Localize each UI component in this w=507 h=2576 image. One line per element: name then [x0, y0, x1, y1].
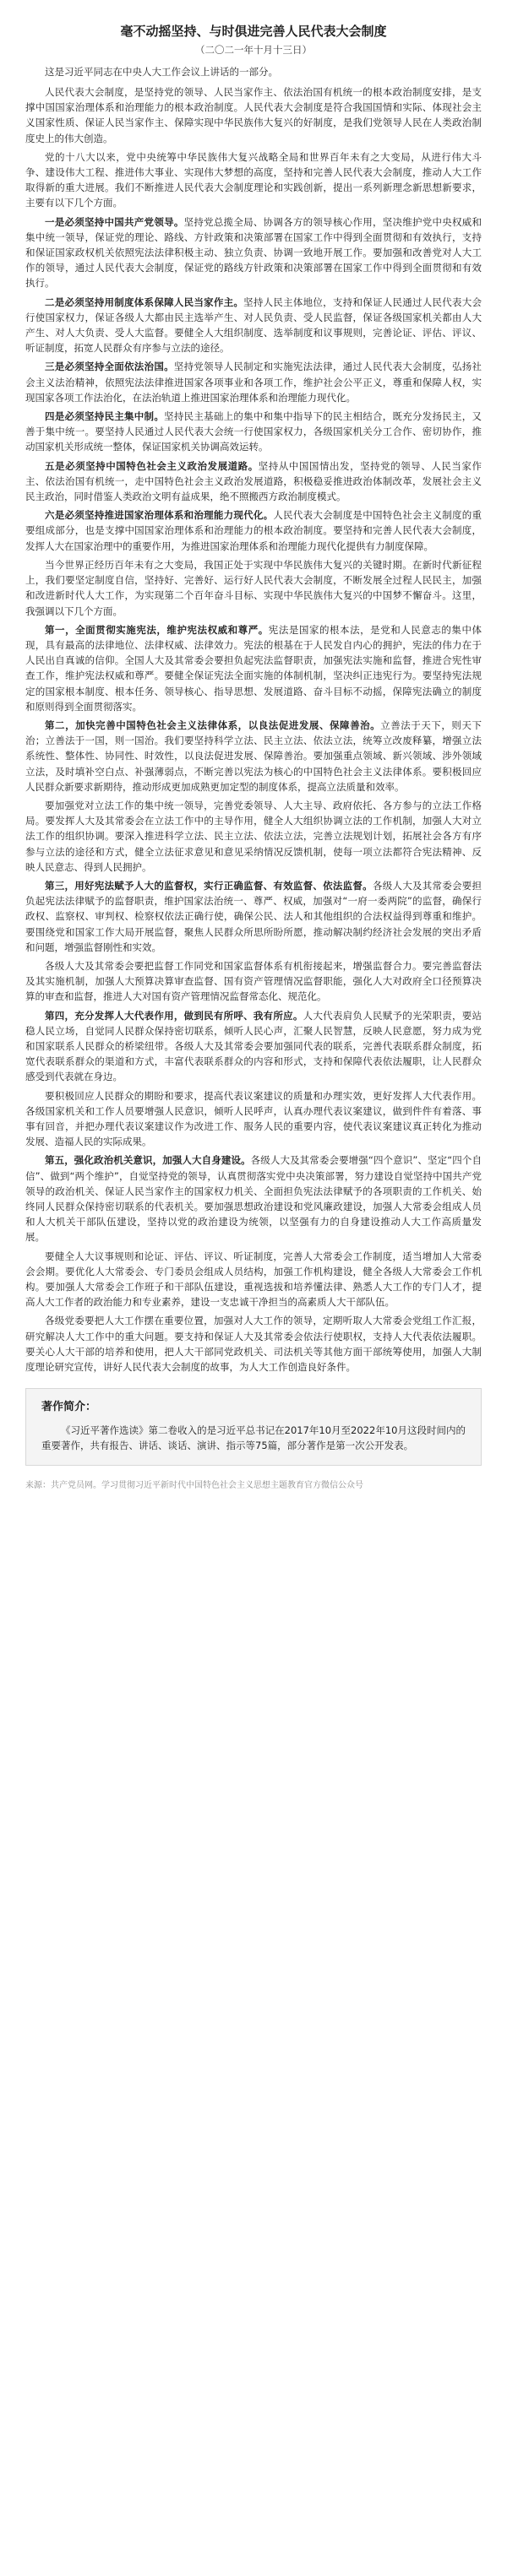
paragraph-text: 各级人大及其常委会要增强“四个意识”、坚定“四个自信”、做到“两个维护”，自觉坚持党的领导，认真贯彻落实党中央决策部署，努力建设自觉坚持中国共产党领导的政治机关、保证人民当家作主的国家权力机关、全面担负宪法法律赋予的各项职责的工作机关、始终同人民群众保持密切联系的代表机关。要加强思想政治建设和党风廉政建设，加强人大常委会组成人员和人大机关干部队伍建设，坚持以党的政治建设为统领，以坚强有力的自身建设推动人大工作高质量发展。	[25, 1154, 482, 1244]
body-paragraph	[25, 1249, 482, 1310]
body-paragraph	[25, 458, 482, 505]
paragraph-key-point: 第五，强化政治机关意识，加强人大自身建设。	[45, 1154, 251, 1167]
body-paragraph	[25, 149, 482, 211]
article-intro: 这是习近平同志在中央人大工作会议上讲话的一部分。	[45, 66, 278, 78]
paragraph-text: 人大代表肩负人民赋予的光荣职责，要站稳人民立场，自觉同人民群众保持密切联系，倾听人民心声，汇聚人民智慧，反映人民意愿，努力成为党和国家联系人民群众的桥梁纽带。各级人大及其常委会要加强同代表的联系，完善代表联系群众制度，拓宽代表联系群众的渠道和方式，丰富代表联系群众的内容和形式，支持和保障代表依法履职，让人民群众感受到代表就在身边。	[25, 1009, 482, 1083]
article-body	[25, 84, 482, 1375]
paragraph-text: 要加强党对立法工作的集中统一领导，完善党委领导、人大主导、政府依托、各方参与的立法工作格局。要发挥人大及其常委会在立法工作中的主导作用，健全人大组织协调立法的工作机制，加强人大对立法工作的组织协调。要深入推进科学立法、民主立法、依法立法，完善立法规划计划，拓展社会各方有序参与立法的途径和方式，健全立法征求意见和意见采纳情况反馈机制，使每一项立法都符合宪法精神、反映人民意志、得到人民拥护。	[25, 799, 482, 873]
body-paragraph	[25, 958, 482, 1005]
body-paragraph	[25, 409, 482, 455]
paragraph-text: 坚持人民主体地位，支持和保证人民通过人民代表大会行使国家权力，保证各级人大都由民主选举产生、对人民负责、受人民监督，保证各级国家机关都由人大产生、对人大负责、受人大监督。要健全人大组织制度、选举制度和议事规则，完善论证、评估、评议、听证制度，拓宽人民群众有序参与立法的途径。	[25, 296, 482, 355]
paragraph-key-point: 六是必须坚持推进国家治理体系和治理能力现代化。	[45, 509, 274, 522]
paragraph-text: 坚持从中国国情出发，坚持党的领导、人民当家作主、依法治国有机统一，走中国特色社会主义政治发展道路，积极稳妥推进政治体制改革，发展社会主义民主政治，同时借鉴人类政治文明有益成果，绝不照搬西方政治制度模式。	[25, 459, 482, 503]
body-paragraph	[25, 1313, 482, 1375]
paragraph-key-point: 第二，加快完善中国特色社会主义法律体系，以良法促进发展、保障善治。	[45, 719, 381, 731]
body-paragraph	[25, 1152, 482, 1245]
body-paragraph	[25, 878, 482, 955]
paragraph-text: 各级人大及其常委会要把监督工作同党和国家监督体系有机衔接起来，增强监督合力。要完善监督法及其实施机制，加强人大预算决算审查监督、国有资产管理情况监督职能，强化人大对政府全口径预算决算的审查和监督，推进人大对国有资产管理情况监督常态化、规范化。	[25, 959, 482, 1003]
body-paragraph	[25, 1008, 482, 1085]
paragraph-text: 坚持民主基础上的集中和集中指导下的民主相结合，既充分发扬民主，又善于集中统一。要坚持人民通过人民代表大会统一行使国家权力，各级国家机关分工合作、密切协作，推动国家机关形成统一整体，保证国家机关协调高效运转。	[25, 410, 482, 453]
paragraph-text: 要积极回应人民群众的期盼和要求，提高代表议案建议的质量和办理实效，更好发挥人大代表作用。各级国家机关和工作人员要增强人民意识，倾听人民呼声，认真办理代表议案建议，做到件件有着落、事事有回音，并把办理代表议案建议作为改进工作、服务人民的重要内容，使代表议案建议真正转化为推动发展、造福人民的实际成果。	[25, 1089, 482, 1148]
paragraph-text: 人民代表大会制度是中国特色社会主义制度的重要组成部分，也是支撑中国国家治理体系和治理能力的根本政治制度。要坚持和完善人民代表大会制度，发挥人大在国家治理中的重要作用，为推进国家治理体系和治理能力现代化提供有力制度保障。	[25, 509, 482, 552]
paragraph-text: 人民代表大会制度，是坚持党的领导、人民当家作主、依法治国有机统一的根本政治制度安排，是支撑中国国家治理体系和治理能力的根本政治制度。人民代表大会制度是符合我国国情和实际、体现社会主义国家性质、保证人民当家作主、保障实现中华民族伟大复兴的好制度，是我们党领导人民在人类政治制度史上的伟大创造。	[25, 86, 482, 144]
body-paragraph	[25, 718, 482, 794]
book-intro-box	[25, 1388, 482, 1466]
paragraph-text: 各级党委要把人大工作摆在重要位置，加强对人大工作的领导，定期听取人大常委会党组工作汇报，研究解决人大工作中的重大问题。要支持和保证人大及其常委会依法行使职权，支持人大代表依法履职。要关心人大干部的培养和使用，把人大干部同党政机关、司法机关等其他方面干部统筹使用，加强人大制度理论研究宣传，讲好人民代表大会制度的故事，为人大工作创造良好条件。	[25, 1315, 482, 1374]
paragraph-text: 坚持党领导人民制定和实施宪法法律，通过人民代表大会制度，弘扬社会主义法治精神，依照宪法法律推进国家各项事业和各项工作，维护社会公平正义，尊重和保障人权，实现国家各项工作法治化，在法治轨道上推进国家治理体系和治理能力现代化。	[25, 361, 482, 404]
book-intro-text: 《习近平著作选读》第二卷收入的是习近平总书记在2017年10月至2022年10月这段时间内的重要著作，共有报告、讲话、谈话、演讲、指示等75篇，部分著作是第一次公开发表。	[41, 1424, 466, 1452]
paragraph-text: 各级人大及其常委会要担负起宪法法律赋予的监督职责，维护国家法治统一、尊严、权威，加强对“一府一委两院”的监督，确保行政权、监察权、审判权、检察权依法正确行使，确保公民、法人和其他组织的合法权益得到尊重和维护。要围绕党和国家工作大局开展监督，聚焦人民群众所思所盼所愿，推动解决制约经济社会发展的突出矛盾和问题，增强监督刚性和实效。	[25, 879, 482, 953]
paragraph-text: 当今世界正经历百年未有之大变局，我国正处于实现中华民族伟大复兴的关键时期。在新时代新征程上，我们要坚定制度自信，坚持好、完善好、运行好人民代表大会制度，不断发展全过程人民民主，加强和改进新时代人大工作，为实现第二个百年奋斗目标、实现中华民族伟大复兴的中国梦不懈奋斗。这里，我强调以下几个方面。	[25, 558, 482, 617]
paragraph-key-point: 第一，全面贯彻实施宪法，维护宪法权威和尊严。	[45, 623, 269, 636]
body-paragraph	[25, 214, 482, 291]
body-paragraph	[25, 557, 482, 619]
body-paragraph	[25, 359, 482, 405]
book-intro-heading: 著作简介：	[41, 1401, 97, 1414]
body-paragraph	[25, 1088, 482, 1150]
body-paragraph	[25, 84, 482, 146]
source-footer: 来源：共产党员网。学习贯彻习近平新时代中国特色社会主义思想主题教育官方微信公众号	[25, 1481, 363, 1491]
paragraph-key-point: 一是必须坚持中国共产党领导。	[45, 215, 184, 228]
paragraph-key-point: 二是必须坚持用制度体系保障人民当家作主。	[45, 296, 244, 308]
article-date: （二〇二一年十月十三日）	[195, 44, 312, 56]
body-paragraph	[25, 798, 482, 875]
paragraph-key-point: 第四，充分发挥人大代表作用，做到民有所呼、我有所应。	[45, 1009, 303, 1022]
paragraph-text: 立善法于天下，则天下治；立善法于一国，则一国治。我们要坚持科学立法、民主立法、依法立法，统筹立改废释纂，增强立法系统性、整体性、协同性、时效性，以良法促进发展、保障善治。要加强重点领域、新兴领域、涉外领域立法，及时填补空白点、补强薄弱点，不断完善以宪法为核心的中国特色社会主义法律体系。要积极回应人民群众新要求新期待，推动形成更加成熟更加定型的制度体系，提高立法质量和效率。	[25, 719, 482, 793]
paragraph-key-point: 三是必须坚持全面依法治国。	[45, 361, 174, 373]
body-paragraph	[25, 622, 482, 714]
paragraph-key-point: 第三，用好宪法赋予人大的监督权，实行正确监督、有效监督、依法监督。	[45, 879, 373, 892]
paragraph-key-point: 四是必须坚持民主集中制。	[45, 410, 165, 423]
paragraph-text: 党的十八大以来，党中央统筹中华民族伟大复兴战略全局和世界百年未有之大变局，从进行伟大斗争、建设伟大工程、推进伟大事业、实现伟大梦想的高度，坚持和完善人民代表大会制度，推动人大工作取得新的重大进展。我们不断推进人民代表大会制度理论和实践创新，提出一系列新理念新思想新要求，主要有以下几个方面。	[25, 150, 482, 209]
paragraph-text: 坚持党总揽全局、协调各方的领导核心作用，坚决维护党中央权威和集中统一领导，保证党的理论、路线、方针政策和决策部署在国家工作中得到全面贯彻和有效执行，支持和保证国家政权机关依照宪法法律积极主动、独立负责、协调一致地开展工作。要加强和改善党对人大工作的领导，通过人民代表大会制度，保证党的路线方针政策和决策部署在国家工作中得到全面贯彻和有效执行。	[25, 215, 482, 290]
body-paragraph	[25, 295, 482, 356]
paragraph-text: 要健全人大议事规则和论证、评估、评议、听证制度，完善人大常委会工作制度，适当增加人大常委会会期。要优化人大常委会、专门委员会组成人员结构，加强工作机构建设，健全各级人大常委会工作机构。要加强人大常委会工作班子和干部队伍建设，重视选拔和培养懂法律、熟悉人大工作的专门人才，提高人大工作者的政治能力和专业素养，建设一支忠诚干净担当的高素质人大干部队伍。	[25, 1250, 482, 1309]
paragraph-text: 宪法是国家的根本法，是党和人民意志的集中体现，具有最高的法律地位、法律权威、法律效力。宪法的根基在于人民发自内心的拥护，宪法的伟力在于人民出自真诚的信仰。全国人大及其常委会要担负起宪法监督职责，加强宪法实施和监督，推进合宪性审查工作，维护宪法权威和尊严。要健全保证宪法全面实施的体制机制，坚决纠正违宪行为。要坚持宪法规定的国家根本制度、根本任务、领导核心、指导思想、发展道路、奋斗目标不动摇，保障宪法确立的制度和原则得到全面贯彻落实。	[25, 623, 482, 713]
body-paragraph	[25, 507, 482, 554]
article-title: 毫不动摇坚持、与时俱进完善人民代表大会制度	[120, 24, 387, 39]
paragraph-key-point: 五是必须坚持中国特色社会主义政治发展道路。	[45, 459, 259, 472]
